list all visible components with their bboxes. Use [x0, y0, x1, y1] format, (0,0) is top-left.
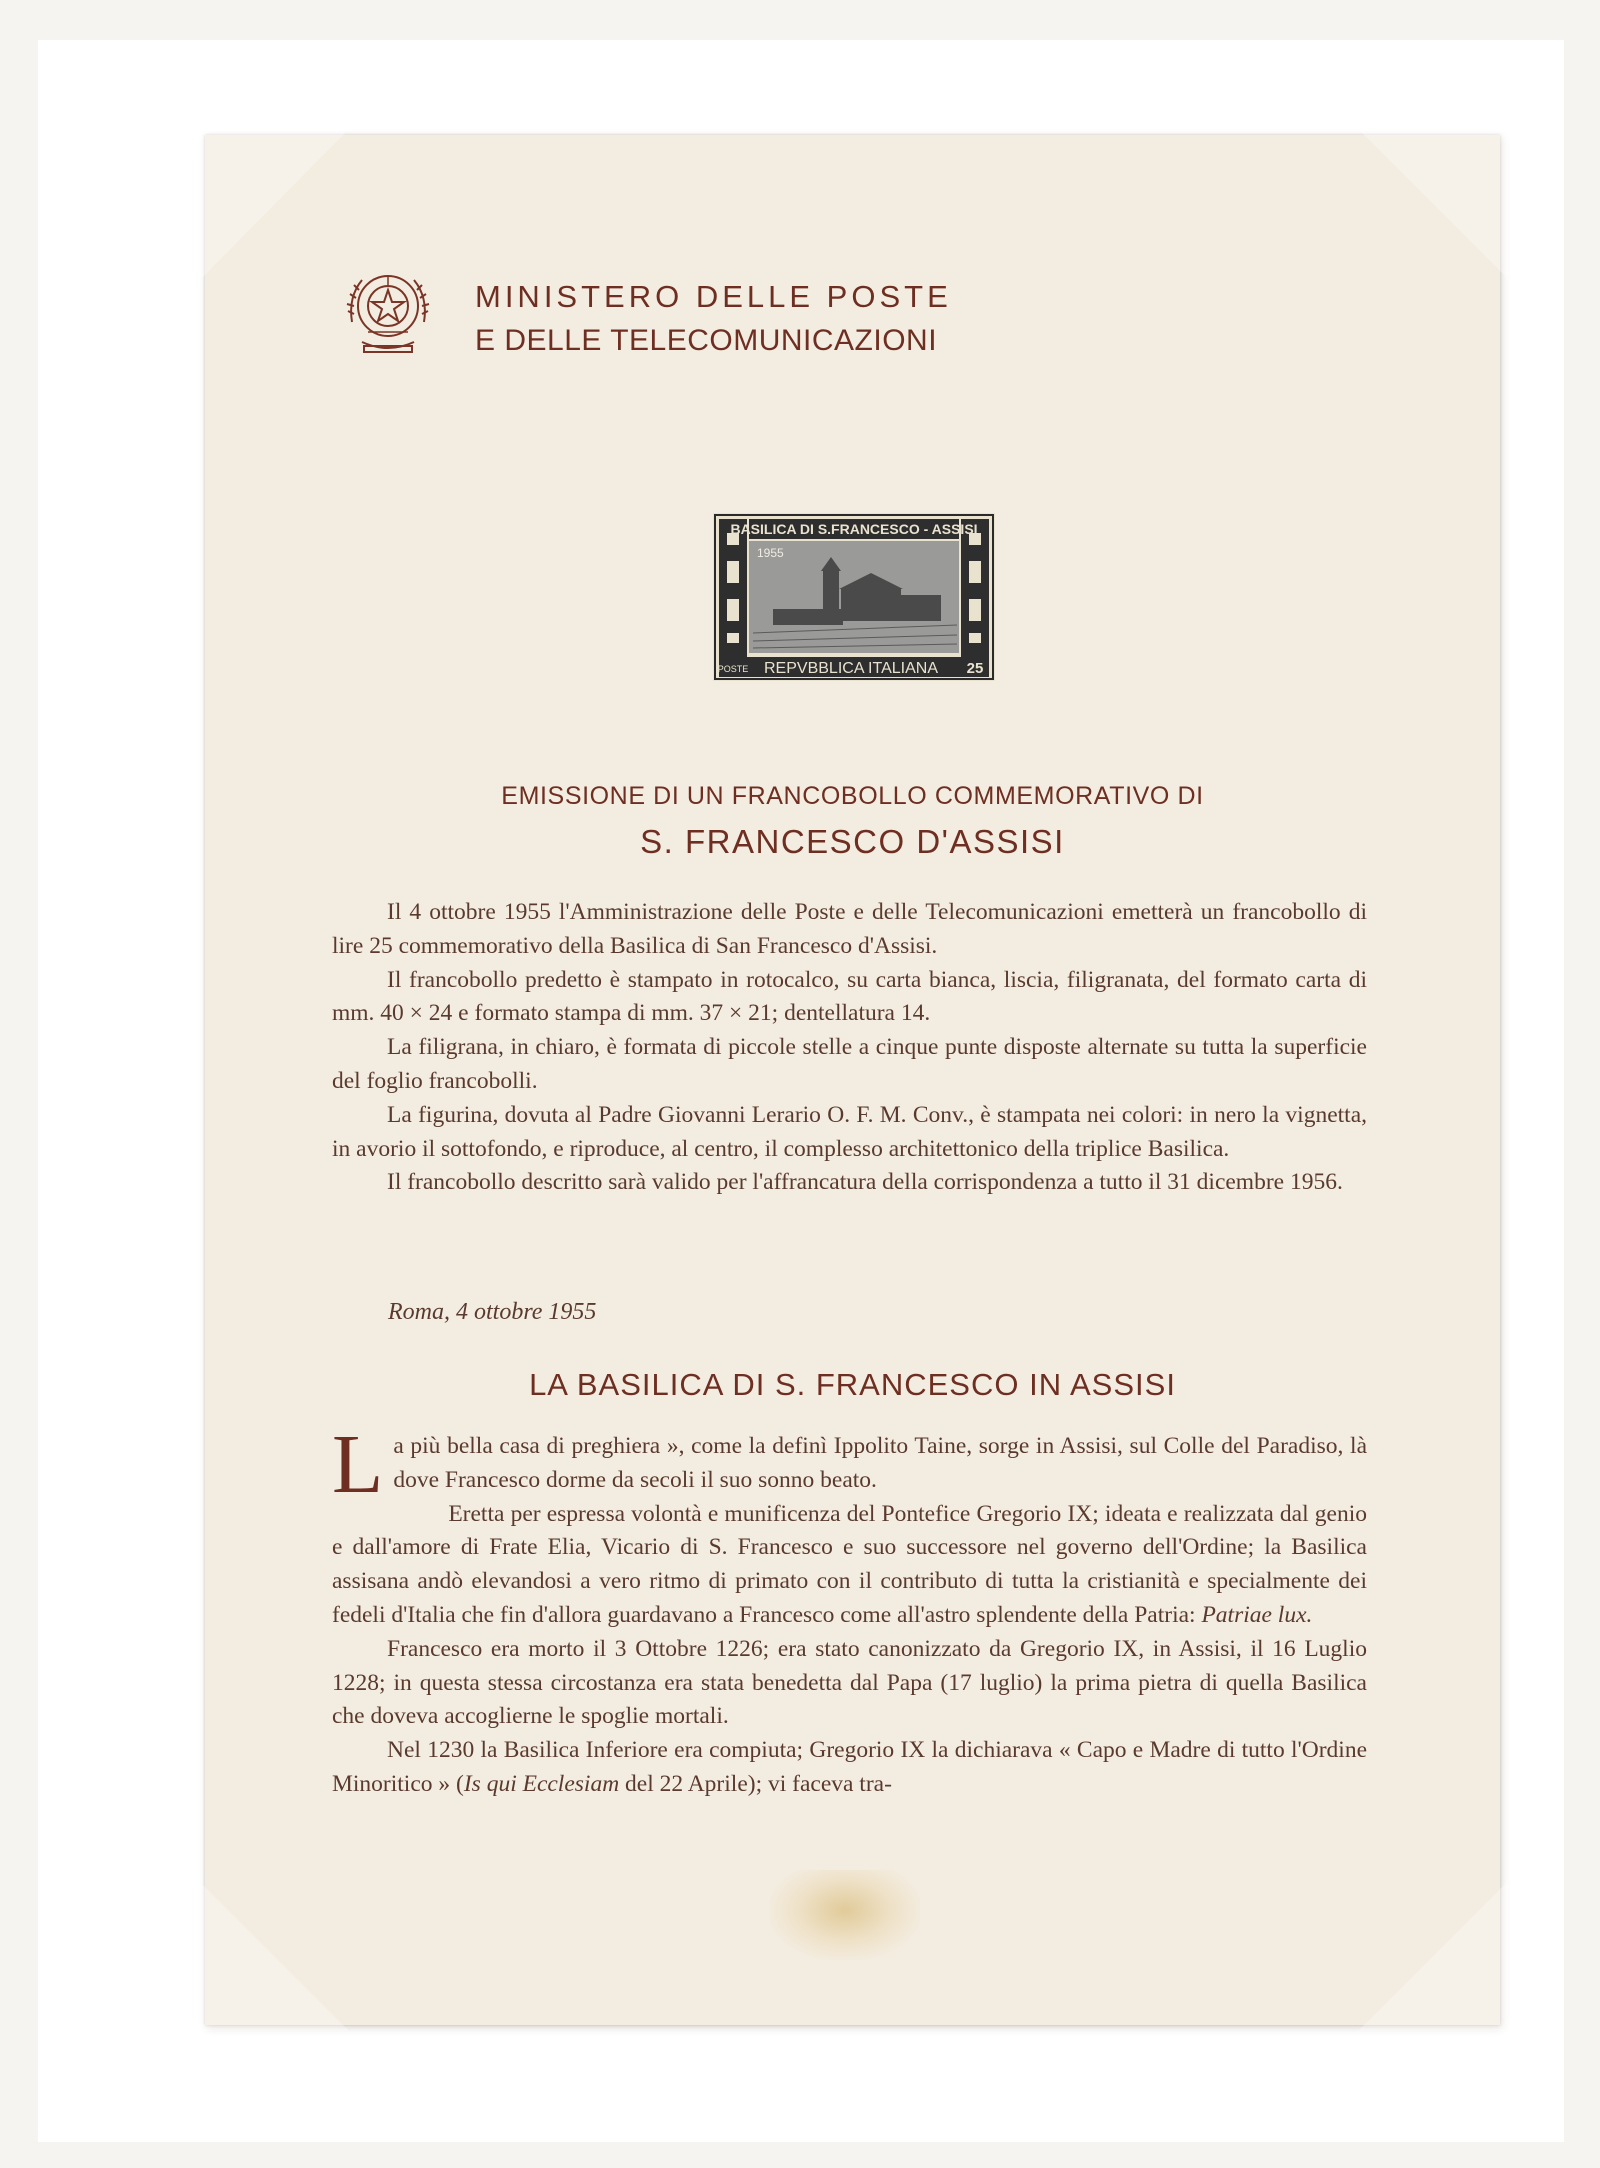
basilica-paragraph [332, 1498, 1367, 1633]
dateline: Roma, 4 ottobre 1955 [388, 1299, 597, 1325]
basilica-first-paragraph: a più bella casa di preghiera », come la definì Ippolito Taine, sorge in Assisi, sul Colle del Paradiso, là dove Francesco dorme da secoli il suo sonno beato. [393, 1433, 1367, 1493]
emission-subject: S. FRANCESCO D'ASSISI [640, 823, 1065, 860]
drop-cap: L [332, 1418, 384, 1511]
mount-corner-bottom-right [1358, 1881, 1508, 2031]
basilica-paragraph-2: Eretta per espressa volontà e munificenza del Pontefice Gregorio IX; ideata e realizzata dal genio e dall'amore di Frate Elia, Vicario di S. Francesco e suo successore nel governo dell'Ordine; la Basilica assisana andò elevandosi a vero ritmo di primato con il contributo di tutta la cristianità e specialmente dei fedeli d'Italia che fin d'allora guardavano a Francesco come all'astro splendente della Patria: [332, 1500, 1367, 1628]
stamp-bottom-text: REPVBBLICA ITALIANA [764, 660, 938, 677]
basilica-paragraph-4a: Nel 1230 la Basilica Inferiore era compiuta; Gregorio IX la dichiarava « Capo e Madre di tutto l'Ordine Minoritico » ( [332, 1737, 1367, 1797]
stamp-image [713, 513, 995, 681]
paper-stain [770, 1870, 920, 1960]
emission-paragraph: Il 4 ottobre 1955 l'Amministrazione delle Poste e delle Telecomunicazioni emetterà un francobollo di lire 25 commemorativo della Basilica di San Francesco d'Assisi. [332, 899, 1367, 959]
stamp-value: 25 [966, 660, 984, 677]
basilica-paragraph [332, 1418, 1367, 1511]
emission-heading: EMISSIONE DI UN FRANCOBOLLO COMMEMORATIVO DI [501, 782, 1204, 810]
basilica-text [332, 1418, 1367, 1802]
mount-corner-top-left [199, 129, 349, 281]
basilica-paragraph: Francesco era morto il 3 Ottobre 1226; era stato canonizzato da Gregorio IX, in Assisi, il 16 Luglio 1228; in questa stessa circostanza era stata benedetta dal Papa (17 luglio) la prima pietra di quella Basilica che doveva accoglierne le spoglie mortali. [332, 1635, 1367, 1730]
stamp-side-text: POSTE [717, 664, 749, 674]
emission-paragraph: La filigrana, in chiaro, è formata di piccole stelle a cinque punte disposte alternate su tutta la superficie del foglio francobolli. [332, 1034, 1367, 1094]
stamp-year: 1955 [757, 546, 784, 560]
stamp-top-text: BASILICA DI S.FRANCESCO - ASSISI [730, 521, 978, 537]
emission-paragraph: Il francobollo predetto è stampato in rotocalco, su carta bianca, liscia, filigranata, del formato carta di mm. 40 × 24 e formato stampa di mm. 37 × 21; dentellatura 14. [332, 966, 1367, 1027]
emission-paragraph: La figurina, dovuta al Padre Giovanni Lerario O. F. M. Conv., è stampata nei colori: in nero la vignetta, in avorio il sottofondo, e riproduce, al centro, il complesso architettonico della triplice Basilica. [332, 1101, 1367, 1162]
ministry-heading [475, 275, 952, 363]
ministry-line-2: E DELLE TELECOMUNICAZIONI [475, 324, 938, 357]
basilica-heading: LA BASILICA DI S. FRANCESCO IN ASSISI [529, 1367, 1176, 1402]
italian-republic-emblem-icon [342, 262, 434, 358]
bull-title: Is qui Ecclesiam [463, 1770, 620, 1797]
basilica-paragraph [332, 1734, 1367, 1802]
document-sheet [205, 135, 1500, 2025]
emission-text [332, 896, 1367, 1200]
mount-corner-top-right [1358, 129, 1508, 279]
patriae-lux: Patriae lux. [1201, 1601, 1313, 1628]
ministry-line-1: MINISTERO DELLE POSTE [475, 279, 952, 314]
mount-corner-bottom-left [199, 1881, 349, 2031]
emission-paragraph: Il francobollo descritto sarà valido per l'affrancatura della corrispondenza a tutto il 31 dicembre 1956. [387, 1169, 1343, 1196]
basilica-paragraph-4b: del 22 Aprile); vi faceva tra- [625, 1770, 892, 1797]
